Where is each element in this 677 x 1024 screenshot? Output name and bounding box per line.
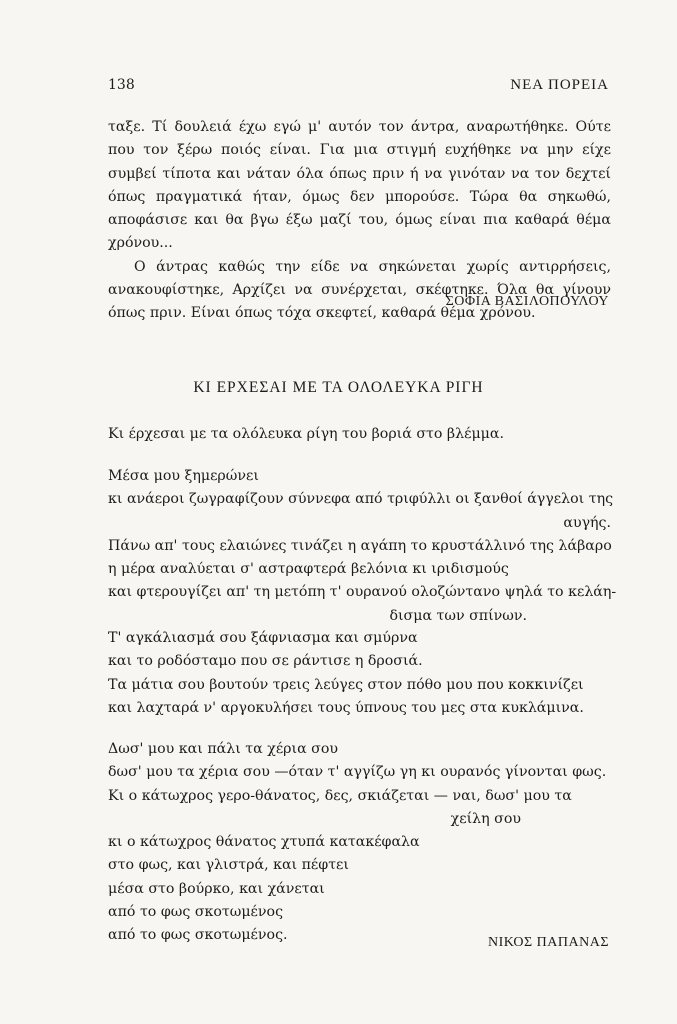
poem-line: δωσ' μου τα χέρια σου —όταν τ' αγγίζω γη κι ουρανός γίνονται φως. <box>108 764 607 781</box>
poem-line: Πάνω απ' τους ελαιώνες τινάζει η αγάπη το κρυστάλλινό της λάβαρο <box>108 537 612 554</box>
poem-line: Μέσα μου ξημερώνει <box>108 468 259 484</box>
poem-line: Δωσ' μου και πάλι τα χέρια σου <box>108 741 339 757</box>
poem-line: Τα μάτια σου βουτούν τρεις λεύγες στον πόθο μου που κοκκινίζει <box>108 676 584 693</box>
poem-line: και λαχταρά ν' αργοκυλήσει τους ύπνους του μες στα κυκλάμινα. <box>108 699 584 716</box>
poem-line: Κι ο κάτωχρος γερο-θάνατος, δες, σκιάζεται — ναι, δωσ' μου τα <box>108 787 572 804</box>
poem-line-continuation: δισμα των σπίνων. <box>389 607 527 624</box>
poem-line: Κι έρχεσαι με τα ολόλευκα ρίγη του βοριά στο βλέμμα. <box>108 426 504 442</box>
poem-line-continuation: αυγής. <box>563 514 611 531</box>
poem-line: κι ανάεροι ζωγραφίζουν σύννεφα από τριφύλλι οι ξανθοί άγγελοι της <box>108 491 614 508</box>
poem-line: στο φως, και γλιστρά, και πέφτει <box>108 857 349 874</box>
poem-stanza-3 <box>108 627 611 720</box>
poem-line: η μέρα αναλύεται σ' αστραφτερά βελόνια κι ιριδισμούς <box>108 561 509 578</box>
poem-stanza-4 <box>108 738 611 948</box>
paragraph: Ο άντρας καθώς την είδε να σηκώνεται χωρίς αντιρρήσεις, ανακουφίστηκε, Αρχίζει να συνέρχεται, σκέφτηκε. Όλα θα γίνουν όπως πριν. Είναι όπως τόχα σκεφτεί, καθαρά θέμα χρόνου. <box>108 258 611 322</box>
poem-title: ΚΙ ΕΡΧΕΣΑΙ ΜΕ ΤΑ ΟΛΟΛΕΥΚΑ ΡΙΓΗ <box>193 379 484 396</box>
poem-line: μέσα στο βούρκο, και χάνεται <box>108 880 325 897</box>
poem-line-continuation: χείλη σου <box>450 810 521 827</box>
poem-line: Τ' αγκάλιασμά σου ξάφνιασμα και σμύρνα <box>108 630 418 646</box>
poem-line: από το φως σκοτωμένος <box>108 904 284 921</box>
poem-line: κι ο κάτωχρος θάνατος χτυπά κατακέφαλα <box>108 834 420 851</box>
paragraph: ταξε. Τί δουλειά έχω εγώ μ' αυτόν τον άντρα, αναρωτήθηκε. Ούτε που τον ξέρω ποιός είναι. Για μια στιγμή ευχήθηκε να μην είχε συμβεί τίποτα και νάταν όλα όπως πριν ή να γινόταν να τον δεχτεί όπως πραγματικά ήταν, όμως δεν μπορούσε. Τώρα θα σηκωθώ, αποφάσισε και θα βγω έξω μαζί του, όμως είναι πια καθαρά θέμα χρόνου... <box>108 119 611 252</box>
poem-line: και φτερουγίζει απ' τη μετόπη τ' ουρανού ολοζώντανο ψηλά το κελάη- <box>108 584 617 601</box>
journal-title: ΝΕΑ ΠΟΡΕΙΑ <box>510 77 609 93</box>
poem-author: ΝΙΚΟΣ ΠΑΠΑΝΑΣ <box>488 935 609 950</box>
poem-stanza-1 <box>108 423 611 446</box>
poem-line: από το φως σκοτωμένος. <box>108 927 288 944</box>
story-author: ΣΟΦΙΑ ΒΑΣΙΛΟΠΟΥΛΟΥ <box>445 294 609 309</box>
poem-line: και το ροδόσταμο που σε ράντισε η δροσιά. <box>108 653 423 670</box>
page-number: 138 <box>108 77 135 93</box>
poem-stanza-2 <box>108 465 617 628</box>
